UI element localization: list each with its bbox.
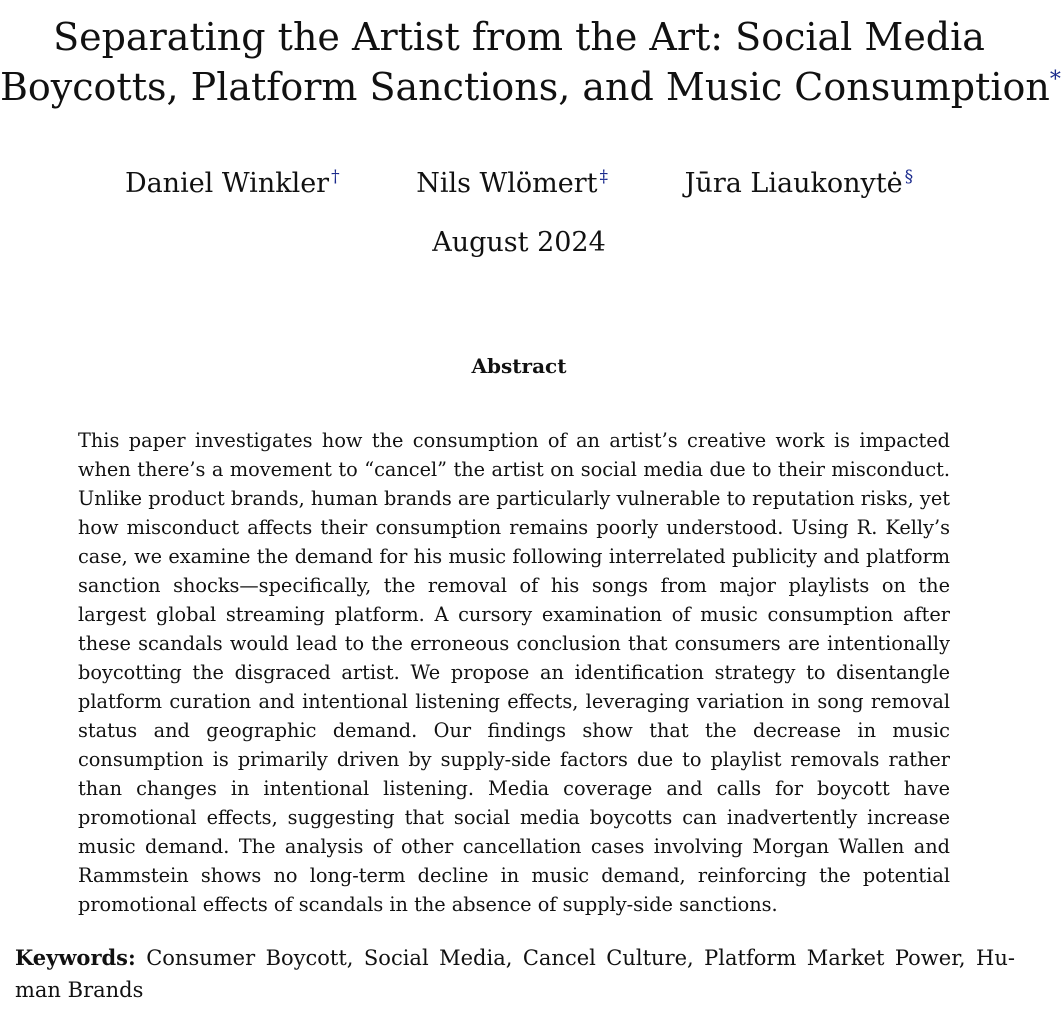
title-line-2 — [0, 62, 1061, 112]
keywords-text: Consumer Boycott, Social Media, Cancel Culture, Platform Market Power, Human Brands — [15, 946, 1015, 1002]
author-3 — [685, 168, 913, 199]
author-footnote-link[interactable]: § — [904, 167, 914, 187]
title-line-1: Separating the Artist from the Art: Social Media — [53, 15, 985, 59]
author-list — [0, 168, 1038, 199]
abstract-heading: Abstract — [471, 354, 567, 378]
author-name: Daniel Winkler — [124, 168, 330, 199]
title-footnote-link[interactable]: * — [1049, 67, 1061, 93]
author-footnote-link[interactable]: † — [331, 167, 340, 187]
keywords — [15, 942, 1015, 1006]
publication-date: August 2024 — [432, 227, 606, 258]
paper-title — [0, 12, 1061, 112]
author-name: Nils Wlömert — [416, 168, 598, 199]
author-1 — [125, 168, 340, 199]
author-footnote-link[interactable]: ‡ — [599, 167, 609, 187]
title-line-2-text: Boycotts, Platform Sanctions, and Music Consumption — [0, 65, 1050, 109]
keywords-label: Keywords: — [15, 945, 136, 970]
abstract-text: This paper investigates how the consumption of an artist’s creative work is impacted when there’s a movement to “cancel” the artist on social media due to their misconduct. Unlike product brands, human brands are particularly vulnerable to reputation risks, yet how misconduct affects their consumption remains poorly understood. Using R. Kelly’s case, we examine the demand for his music following interrelated publicity and platform sanction shocks—specifically, the removal of his songs from major playlists on the largest global streaming platform. A cursory examination of music consumption after these scandals would lead to the erroneous conclusion that consumers are intentionally boycotting the disgraced artist. We propose an identification strategy to disentangle platform curation and intentional listening effects, leveraging variation in song removal status and geographic demand. Our findings show that the decrease in music consumption is primarily driven by supply-side factors due to playlist removals rather than changes in intentional listening. Media coverage and calls for boycott have promotional effects, suggesting that social media boycotts can inadvertently increase music demand. The analysis of other cancellation cases involving Morgan Wallen and Rammstein shows no long-term decline in music demand, reinforcing the potential promotional effects of scandals in the absence of supply-side sanctions. — [78, 429, 950, 916]
author-2 — [416, 168, 608, 199]
author-name: Jūra Liaukonytė — [684, 168, 903, 199]
